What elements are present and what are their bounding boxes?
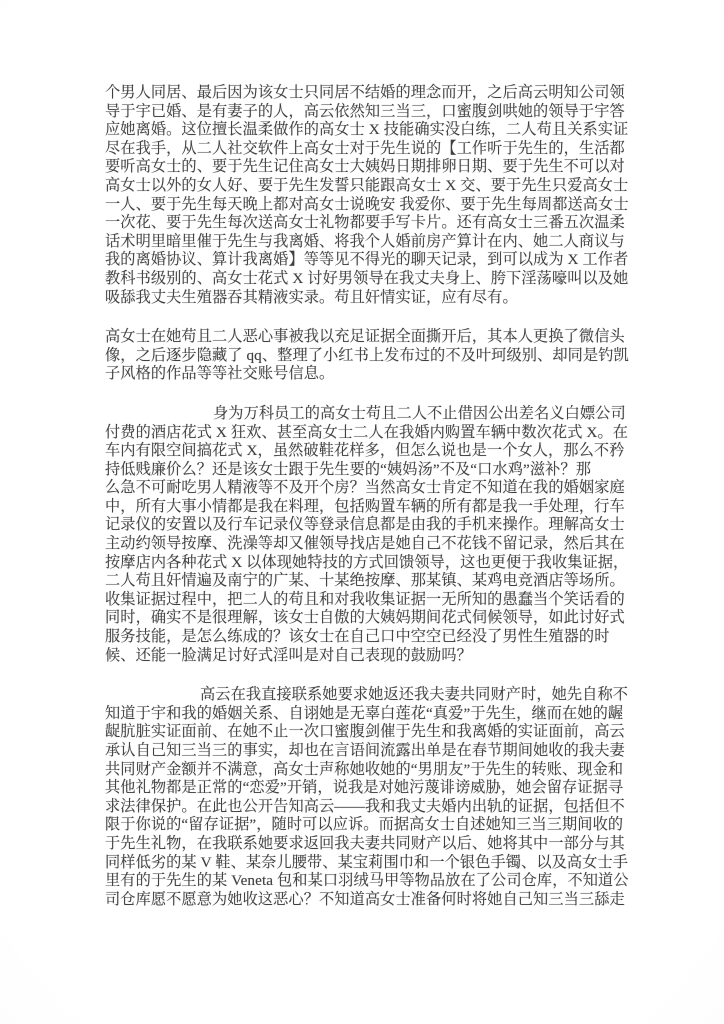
text-line: 一人、要于先生每天晚上都对高女士说晚安 我爱你、要于先生每周都送高女士 — [105, 195, 629, 213]
text-line: 承认自己知三当三的事实，却也在言语间流露出单是在春节期间她收的我夫妻 — [105, 742, 625, 759]
text-line: 个男人同居、最后因为该女士只同居不结婚的理念而开，之后高云明知公司领 — [105, 84, 625, 101]
text-line: 应她离婚。这位擅长温柔做作的高女士 X 技能确实没白练，二人苟且关系实证 — [105, 121, 629, 139]
paragraph — [105, 328, 629, 384]
text-line: 其他礼物都是正常的“恋爱”开销，说我是对她污蔑诽谤威胁，她会留存证据寻 — [105, 779, 624, 797]
text-line: 持低贱廉价么？还是该女士跟于先生要的“姨妈汤”不及“口水鸡”滋补？那 — [105, 460, 591, 478]
paragraph — [105, 404, 629, 665]
text-line: 付费的酒店花式 X 狂欢、甚至高女士二人在我婚内购置车辆中数次花式 X。在 — [105, 423, 629, 441]
text-line: 求法律保护。在此也公开告知高云——我和我丈夫婚内出轨的证据，包括但不 — [105, 797, 625, 815]
text-line: 车内有限空间搞花式 X，虽然破鞋花样多，但怎么说也是一个女人，那么不矜 — [105, 442, 625, 460]
text-line: 知道于宇和我的婚姻关系、自诩她是无辜白莲花“真爱”于先生，继而在她的龌 — [105, 704, 624, 722]
text-line: 同样低劣的某 V 鞋、某奈儿腰带、某宝莉围巾和一个银色手镯、以及高女士手 — [105, 853, 629, 871]
text-line: 我的离婚协议、算计我离婚】等等见不得光的聊天记录，到可以成为 X 工作者 — [105, 251, 629, 269]
text-line: 记录仪的安置以及行车记录仪等登录信息都是由我的手机来操作。理解高女士 — [105, 516, 625, 534]
text-line: 司仓库愿不愿意为她收这恶心？不知道高女士准备何时将她自己知三当三舔走 — [105, 890, 625, 908]
text-line: 按摩店内各种花式 X 以体现她特技的方式回馈领导，这也更便于我收集证据， — [105, 553, 629, 571]
text-line: 同时，确实不是很理解，该女士自傲的大姨妈期间花式伺候领导，如此讨好式 — [105, 609, 625, 627]
text-line: 候、还能一脸满足讨好式淫叫是对自己表现的鼓励吗？ — [105, 646, 472, 664]
text-line: 导于宇已婚、是有妻子的人，高云依然知三当三，口蜜腹剑哄她的领导于宇答 — [105, 102, 625, 120]
text-line: 限于你说的“留存证据”，随时可以应诉。而据高女士自述她知三当三期间收的 — [105, 816, 624, 834]
text-line: 教科书级别的、高女士花式 X 讨好男领导在我丈夫身上、胯下淫荡嚎叫以及她 — [105, 269, 629, 287]
text-line: 龊肮脏实证面前、在她不止一次口蜜腹剑催于先生和我离婚的实证面前，高云 — [105, 723, 625, 741]
text-line: 像，之后逐步隐藏了 qq、整理了小红书上发布过的不及叶珂级别、却同是钓凯 — [105, 346, 629, 364]
text-line: 二人苟且奸情遍及南宁的广某、十某绝按摩、那某镇、某鸡电竞酒店等场所。 — [105, 572, 625, 590]
text-line: 尽在我手，从二人社交软件上高女士对于先生说的【工作听于先生的，生活都 — [105, 139, 625, 157]
paragraph — [105, 686, 629, 909]
text-line: 么急不可耐吃男人精液等不及开个房？当然高女士肯定不知道在我的婚姻家庭 — [105, 479, 625, 497]
text-line: 主动约领导按摩、洗澡等却又催领导找店是她自己不花钱不留记录，然后其在 — [105, 535, 625, 553]
document-text — [105, 84, 629, 909]
text-line: 服务技能，是怎么练成的？该女士在自己口中空空已经没了男性生殖器的时 — [105, 628, 610, 646]
text-line: 高女士在她苟且二人恶心事被我以充足证据全面撕开后，其本人更换了微信头 — [105, 328, 625, 346]
text-line: 话术明里暗里催于先生与我离婚、将我个人婚前房产算计在内、她二人商议与 — [105, 232, 625, 250]
text-line: 里有的于先生的某 Veneta 包和某口羽绒马甲等物品放在了公司仓库，不知道公 — [105, 872, 629, 890]
text-line: 身为万科员工的高女士苟且二人不止借因公出差名义白嫖公司 — [213, 404, 626, 422]
text-line: 吸舔我丈夫生殖器吞其精液实录。苟且奸情实证，应有尽有。 — [105, 288, 518, 306]
text-line: 子风格的作品等等社交账号信息。 — [105, 365, 335, 383]
text-line: 高云在我直接联系她要求她返还我夫妻共同财产时，她先自称不 — [200, 686, 629, 704]
text-line: 收集证据过程中，把二人的苟且和对我收集证据一无所知的愚蠢当个笑话看的 — [105, 590, 625, 608]
text-line: 高女士以外的女人好、要于先生发誓只能跟高女士 X 交、要于先生只爱高女士 — [105, 176, 629, 194]
text-line: 于先生礼物，在我联系她要求返回我夫妻共同财产以后、她将其中一部分与其 — [105, 834, 625, 852]
text-line: 共同财产金额并不满意，高女士声称她收她的“男朋友”于先生的转账、现金和 — [105, 760, 624, 778]
text-line: 一次花、要于先生每次送高女士礼物都要手写卡片。还有高女士三番五次温柔 — [105, 214, 625, 232]
text-line: 中，所有大事小情都是我在料理，包括购置车辆的所有都是我一手处理，行车 — [105, 497, 625, 515]
paragraph — [105, 84, 629, 307]
text-line: 要听高女士的、要于先生记住高女士大姨妈日期排卵日期、要于先生不可以对 — [105, 158, 625, 176]
